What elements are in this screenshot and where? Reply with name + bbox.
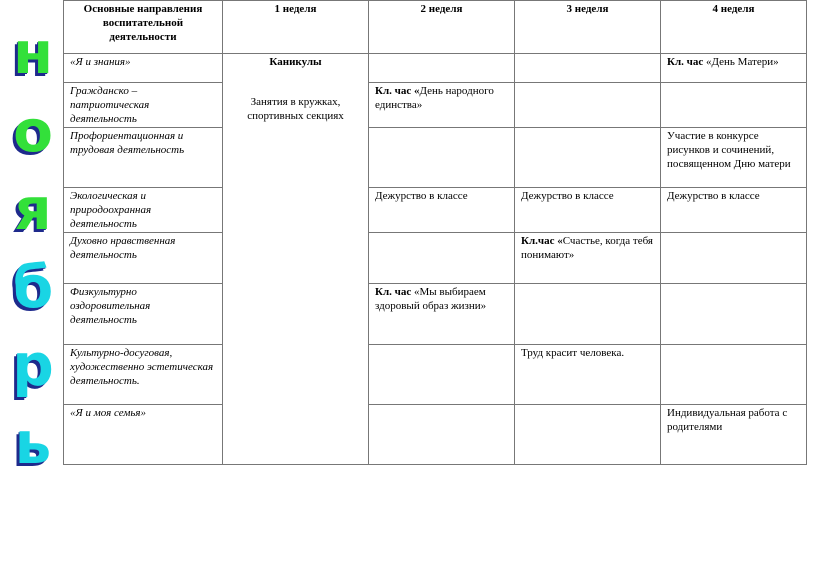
- event-label: Кл. час: [667, 56, 704, 68]
- week-4-cell: [661, 54, 807, 83]
- header-week-3: 3 неделя: [515, 1, 661, 54]
- week-3-cell: [515, 54, 661, 83]
- direction-cell: Физкультурно оздоровительная деятельность: [64, 284, 223, 345]
- week-4-cell: [661, 233, 807, 284]
- direction-cell: Культурно-досуговая, художественно эстетическая деятельность.: [64, 345, 223, 405]
- event-text: День народного единства»: [375, 85, 494, 111]
- event-text: «День Матери»: [703, 56, 779, 68]
- week-4-cell: [661, 83, 807, 128]
- header-week-1: 1 неделя: [223, 1, 369, 54]
- month-letter: я: [14, 175, 52, 243]
- header-week-2: 2 неделя: [369, 1, 515, 54]
- week-2-cell: [369, 54, 515, 83]
- month-letter: н: [12, 19, 54, 87]
- month-title-vertical: [2, 14, 64, 482]
- table-row: [64, 83, 807, 128]
- week-4-cell: Индивидуальная работа с родителями: [661, 405, 807, 465]
- week-3-cell: [515, 405, 661, 465]
- plan-table: [63, 0, 807, 465]
- week-2-cell: [369, 83, 515, 128]
- table-row: [64, 54, 807, 83]
- table-row: [64, 128, 807, 188]
- week-4-cell: Дежурство в классе: [661, 188, 807, 233]
- week-4-cell: [661, 284, 807, 345]
- direction-cell: «Я и знания»: [64, 54, 223, 83]
- week-3-cell: Дежурство в классе: [515, 188, 661, 233]
- week-2-cell: [369, 345, 515, 405]
- week-4-cell: Участие в конкурсе рисунков и сочинений, посвященном Дню матери: [661, 128, 807, 188]
- direction-cell: Профориентационная и трудовая деятельность: [64, 128, 223, 188]
- table-row: [64, 405, 807, 465]
- holiday-title: Каникулы: [269, 56, 322, 68]
- week-3-cell: [515, 83, 661, 128]
- week-2-cell: [369, 233, 515, 284]
- week-2-cell: [369, 128, 515, 188]
- header-row: [64, 1, 807, 54]
- holiday-text: Занятия в кружках, спортивных секциях: [247, 96, 344, 122]
- event-label: Кл.час «: [521, 235, 563, 247]
- header-week-4: 4 неделя: [661, 1, 807, 54]
- table-row: [64, 284, 807, 345]
- event-label: Кл. час: [375, 286, 412, 298]
- header-directions: Основные направления воспитательной деятельности: [64, 1, 223, 54]
- direction-cell: Гражданско – патриотическая деятельность: [64, 83, 223, 128]
- month-letter: ь: [14, 409, 52, 477]
- week-3-cell: Труд красит человека.: [515, 345, 661, 405]
- direction-cell: Духовно нравственная деятельность: [64, 233, 223, 284]
- week-2-cell: Дежурство в классе: [369, 188, 515, 233]
- month-letter: о: [13, 97, 53, 165]
- month-letter: р: [12, 331, 54, 399]
- week-3-cell: [515, 284, 661, 345]
- week-3-cell: [515, 128, 661, 188]
- event-text: «Мы выбираем здоровый образ жизни»: [375, 286, 487, 312]
- event-label: Кл. час «: [375, 85, 420, 97]
- table-row: [64, 188, 807, 233]
- week-2-cell: [369, 405, 515, 465]
- holiday-cell: [223, 54, 369, 465]
- direction-cell: Экологическая и природоохранная деятельность: [64, 188, 223, 233]
- month-letter: б: [12, 253, 54, 321]
- week-4-cell: [661, 345, 807, 405]
- table-row: [64, 233, 807, 284]
- week-2-cell: [369, 284, 515, 345]
- direction-cell: «Я и моя семья»: [64, 405, 223, 465]
- event-text: Счастье, когда тебя понимают»: [521, 235, 653, 261]
- table-row: [64, 345, 807, 405]
- week-3-cell: [515, 233, 661, 284]
